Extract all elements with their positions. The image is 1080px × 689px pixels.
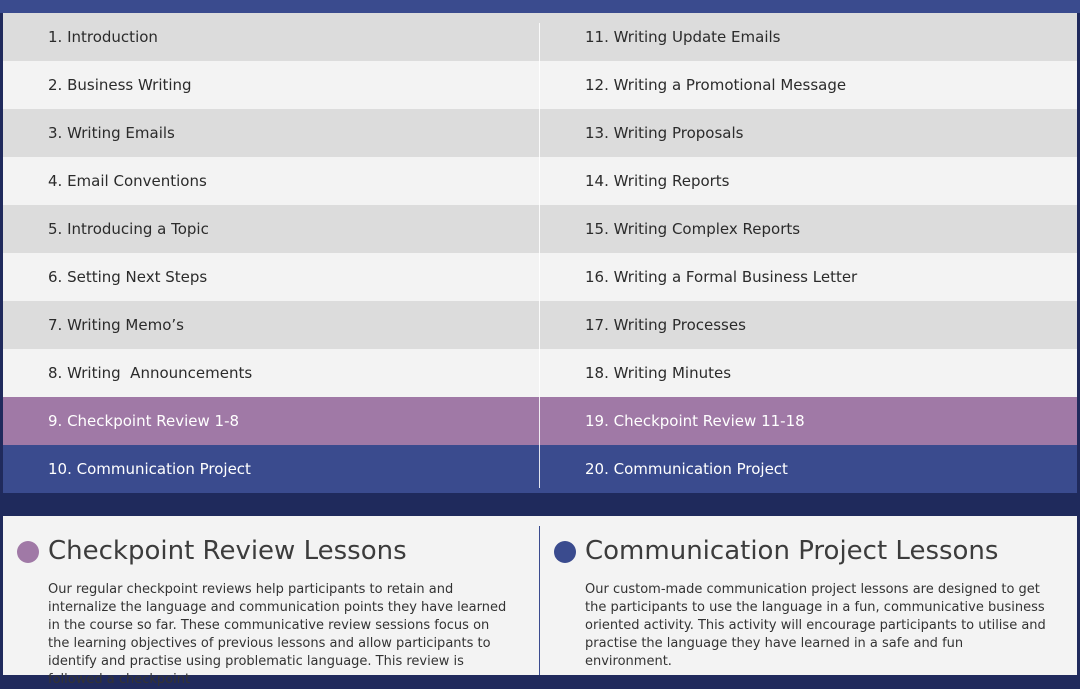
column-divider [539, 23, 540, 488]
info-panel [3, 516, 1077, 687]
lesson-row [540, 61, 1077, 109]
purple-circle-bullet-icon [17, 541, 39, 563]
checkpoint-review-row [540, 397, 1077, 445]
lesson-label: 8. Writing Announcements [48, 364, 253, 382]
lesson-label: 10. Communication Project [48, 460, 251, 478]
lesson-label: 5. Introducing a Topic [48, 220, 209, 238]
lesson-label: 9. Checkpoint Review 1-8 [48, 412, 240, 430]
lesson-label: 19. Checkpoint Review 11-18 [585, 412, 805, 430]
lesson-label: 20. Communication Project [585, 460, 788, 478]
lesson-label: 4. Email Conventions [48, 172, 207, 190]
lesson-label: 13. Writing Proposals [585, 124, 744, 142]
lesson-row [540, 301, 1077, 349]
communication-project-row [540, 445, 1077, 493]
lesson-row [540, 205, 1077, 253]
checkpoint-review-row [3, 397, 540, 445]
communication-project-row [3, 445, 540, 493]
lesson-label: 14. Writing Reports [585, 172, 730, 190]
lesson-label: 11. Writing Update Emails [585, 28, 781, 46]
lesson-row [3, 205, 540, 253]
lesson-label: 6. Setting Next Steps [48, 268, 208, 286]
lesson-row [540, 13, 1077, 61]
lesson-label: 1. Introduction [48, 28, 158, 46]
lesson-row [3, 13, 540, 61]
section-separator-band [0, 493, 1080, 516]
info-divider [539, 526, 540, 675]
lesson-table [3, 13, 1077, 493]
lesson-column-left [3, 13, 540, 493]
lesson-label: 7. Writing Memo’s [48, 316, 184, 334]
communication-project-description: Our custom-made communication project lessons are designed to get the participants to use the language in a fun, communicative business oriented activity. This activity will encourage participants to utilise and practise the language they have learned in a safe and fun environment. [585, 582, 1046, 669]
lesson-row [3, 109, 540, 157]
lesson-row [540, 349, 1077, 397]
lesson-column-right [540, 13, 1077, 493]
checkpoint-review-title: Checkpoint Review Lessons [48, 536, 407, 566]
checkpoint-review-description: Our regular checkpoint reviews help participants to retain and internalize the language and communication points they have learned in the course so far. These communicative review sessions focus on the learning objectives of previous lessons and allow participants to identify and practise using problematic language. This review is followed a checkpoint [48, 582, 507, 687]
lesson-row [3, 157, 540, 205]
lesson-row [3, 349, 540, 397]
lesson-label: 3. Writing Emails [48, 124, 175, 142]
lesson-label: 2. Business Writing [48, 76, 192, 94]
lesson-row [3, 301, 540, 349]
blue-circle-bullet-icon [554, 541, 576, 563]
top-band [0, 0, 1080, 13]
lesson-label: 12. Writing a Promotional Message [585, 76, 847, 94]
lesson-row [540, 109, 1077, 157]
lesson-label: 18. Writing Minutes [585, 364, 732, 382]
communication-project-title: Communication Project Lessons [585, 536, 999, 566]
lesson-row [540, 157, 1077, 205]
lesson-label: 15. Writing Complex Reports [585, 220, 801, 238]
lesson-label: 17. Writing Processes [585, 316, 746, 334]
lesson-row [3, 61, 540, 109]
lesson-row [540, 253, 1077, 301]
lesson-row [3, 253, 540, 301]
lesson-label: 16. Writing a Formal Business Letter [585, 268, 858, 286]
